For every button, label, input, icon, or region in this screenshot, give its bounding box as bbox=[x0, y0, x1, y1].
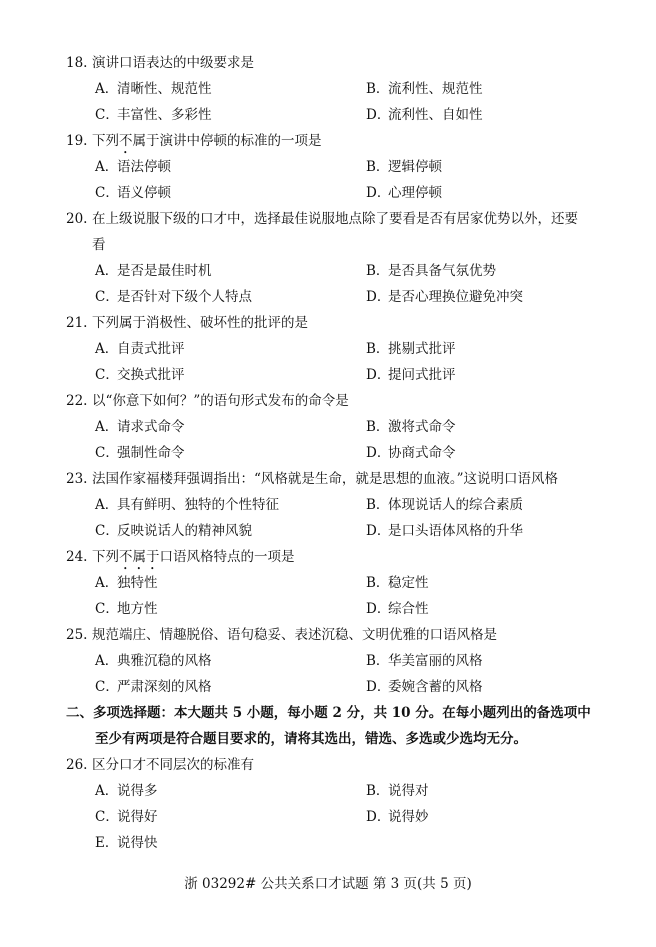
option-23-d: D．是口头语体风格的升华 bbox=[366, 523, 523, 539]
option-19-a: A．语法停顿 bbox=[95, 159, 171, 175]
option-24-c: C．地方性 bbox=[95, 601, 158, 617]
option-20-c: C．是否针对下级个人特点 bbox=[95, 289, 252, 305]
emphasis-not-belong: 不属于 bbox=[119, 549, 160, 565]
emphasis-not: 不 bbox=[119, 133, 133, 149]
question-number: 18. bbox=[66, 55, 88, 71]
question-23: 23. 法国作家福楼拜强调指出：“风格就是生命，就是思想的血液。”这说明口语风格 bbox=[66, 471, 559, 487]
option-20-a: A．是否是最佳时机 bbox=[95, 263, 212, 279]
option-19-b: B．逻辑停顿 bbox=[366, 159, 442, 175]
question-24: 24. 下列不属于口语风格特点的一项是 bbox=[66, 549, 295, 565]
option-25-d: D．委婉含蓄的风格 bbox=[366, 679, 483, 695]
option-21-c: C．交换式批评 bbox=[95, 367, 185, 383]
option-18-b: B．流利性、规范性 bbox=[366, 81, 483, 97]
option-21-d: D．提问式批评 bbox=[366, 367, 456, 383]
option-25-c: C．严肃深刻的风格 bbox=[95, 679, 212, 695]
question-22: 22. 以“你意下如何？”的语句形式发布的命令是 bbox=[66, 393, 349, 409]
option-26-c: C．说得好 bbox=[95, 809, 158, 825]
option-26-b: B．说得对 bbox=[366, 783, 429, 799]
option-24-a: A．独特性 bbox=[95, 575, 158, 591]
question-20-cont: 看 bbox=[92, 237, 106, 253]
option-25-a: A．典雅沉稳的风格 bbox=[95, 653, 212, 669]
option-19-d: D．心理停顿 bbox=[366, 185, 442, 201]
option-20-b: B．是否具备气氛优势 bbox=[366, 263, 496, 279]
option-18-d: D．流利性、自如性 bbox=[366, 107, 483, 123]
option-23-b: B．体现说话人的综合素质 bbox=[366, 497, 523, 513]
question-20: 20. 在上级说服下级的口才中，选择最佳说服地点除了要看是否有居家优势以外，还要 bbox=[66, 211, 578, 227]
option-19-c: C．语义停顿 bbox=[95, 185, 171, 201]
question-text: 演讲口语表达的中级要求是 bbox=[92, 55, 254, 71]
option-22-a: A．请求式命令 bbox=[95, 419, 185, 435]
option-26-d: D．说得妙 bbox=[366, 809, 429, 825]
question-26: 26. 区分口才不同层次的标准有 bbox=[66, 757, 254, 773]
question-21: 21. 下列属于消极性、破坏性的批评的是 bbox=[66, 315, 308, 331]
question-18 bbox=[66, 54, 254, 72]
option-25-b: B．华美富丽的风格 bbox=[366, 653, 483, 669]
question-19: 19. 下列不属于演讲中停顿的标准的一项是 bbox=[66, 133, 322, 149]
option-18-c: C．丰富性、多彩性 bbox=[95, 107, 212, 123]
option-24-b: B．稳定性 bbox=[366, 575, 429, 591]
option-26-e: E．说得快 bbox=[95, 835, 158, 851]
option-20-d: D．是否心理换位避免冲突 bbox=[366, 289, 523, 305]
question-25: 25. 规范端庄、情趣脱俗、语句稳妥、表述沉稳、文明优雅的口语风格是 bbox=[66, 627, 497, 643]
option-22-b: B．激将式命令 bbox=[366, 419, 456, 435]
option-22-c: C．强制性命令 bbox=[95, 445, 185, 461]
option-23-a: A．具有鲜明、独特的个性特征 bbox=[95, 497, 279, 513]
option-21-b: B．挑剔式批评 bbox=[366, 341, 456, 357]
option-26-a: A．说得多 bbox=[95, 783, 158, 799]
option-23-c: C．反映说话人的精神风貌 bbox=[95, 523, 252, 539]
section-heading-cont: 至少有两项是符合题目要求的，请将其选出，错选、多选或少选均无分。 bbox=[95, 731, 527, 747]
option-24-d: D．综合性 bbox=[366, 601, 429, 617]
option-18-a: A．清晰性、规范性 bbox=[95, 81, 212, 97]
option-22-d: D．协商式命令 bbox=[366, 445, 456, 461]
option-21-a: A．自责式批评 bbox=[95, 341, 185, 357]
section-heading: 二、多项选择题：本大题共 5 小题，每小题 2 分，共 10 分。在每小题列出的备选项中 bbox=[66, 705, 591, 721]
page-footer: 浙 03292# 公共关系口才试题 第 3 页(共 5 页) bbox=[184, 876, 472, 892]
